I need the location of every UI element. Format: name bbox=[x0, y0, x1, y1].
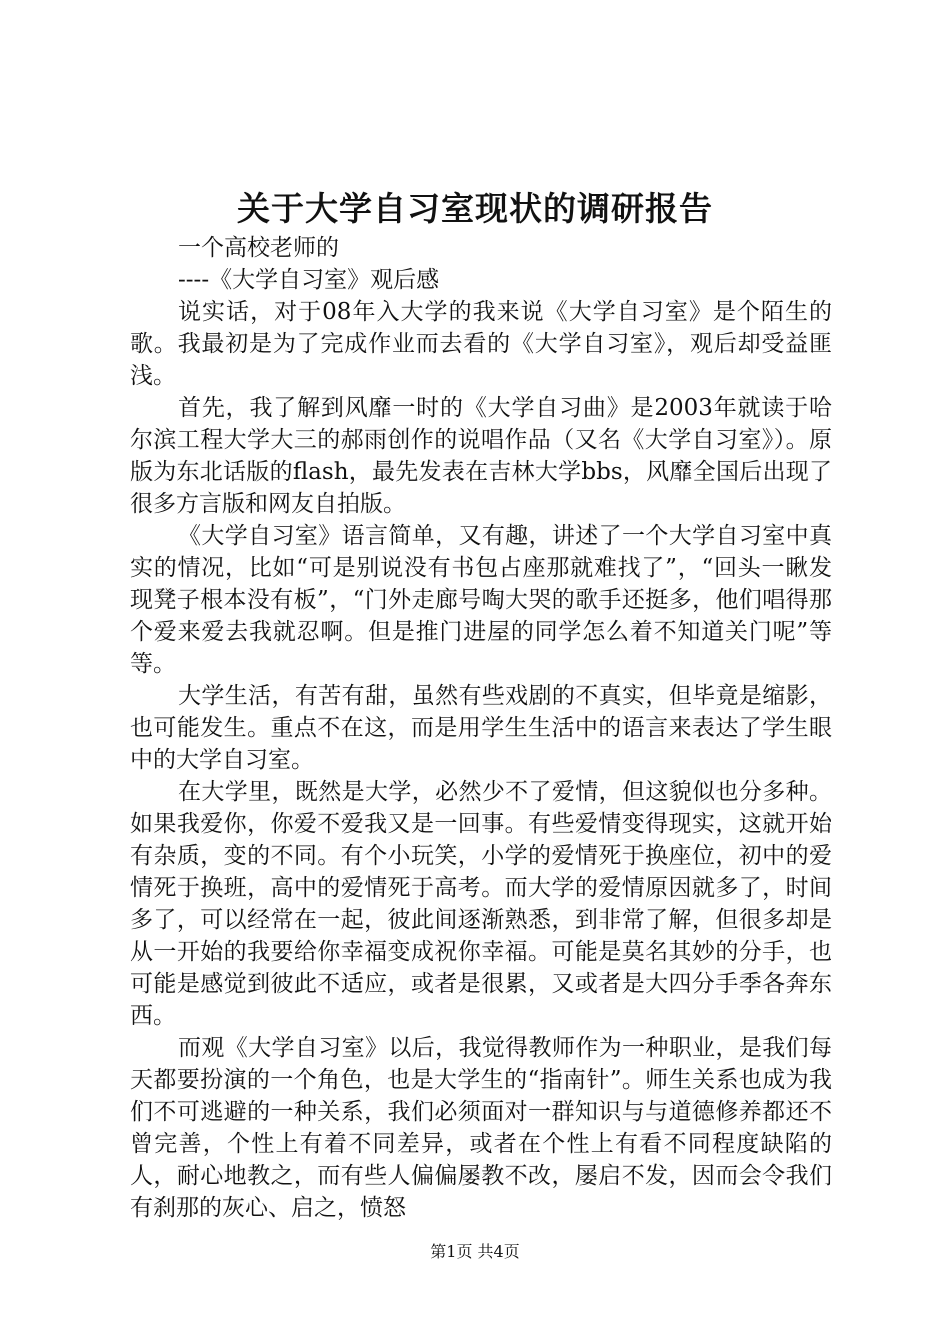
paragraph-4: 大学生活，有苦有甜，虽然有些戏剧的不真实，但毕竟是缩影，也可能发生。重点不在这，而是用学生生活中的语言来表达了学生眼中的大学自习室。 bbox=[130, 683, 832, 773]
paragraph-1: 说实话，对于08年入大学的我来说《大学自习室》是个陌生的歌。我最初是为了完成作业而去看的《大学自习室》，观后却受益匪浅。 bbox=[130, 299, 832, 389]
document-title: 关于大学自习室现状的调研报告 bbox=[237, 189, 713, 228]
page-footer: 第1页 共4页 bbox=[430, 1242, 520, 1261]
subtitle-line-2: ----《大学自习室》观后感 bbox=[178, 267, 440, 293]
paragraph-3: 《大学自习室》语言简单，又有趣，讲述了一个大学自习室中真实的情况，比如“可是别说没有书包占座那就难找了”，“回头一瞅发现凳子根本没有板”，“门外走廊号啕大哭的歌手还挺多，他们唱得那个爱来爱去我就忍啊。但是推门进屋的同学怎么着不知道关门呢”等等。 bbox=[130, 523, 832, 677]
paragraph-6: 而观《大学自习室》以后，我觉得教师作为一种职业，是我们每天都要扮演的一个角色，也是大学生的“指南针”。师生关系也成为我们不可逃避的一种关系，我们必须面对一群知识与与道德修养都还不曾完善，个性上有着不同差异，或者在个性上有看不同程度缺陷的人，耐心地教之，而有些人偏偏屡教不改，屡启不发，因而会令我们有刹那的灰心、启之，愤怒 bbox=[130, 1035, 832, 1221]
paragraph-5: 在大学里，既然是大学，必然少不了爱情，但这貌似也分多种。如果我爱你，你爱不爱我又是一回事。有些爱情变得现实，这就开始有杂质，变的不同。有个小玩笑，小学的爱情死于换座位，初中的爱情死于换班，高中的爱情死于高考。而大学的爱情原因就多了，时间多了，可以经常在一起，彼此间逐渐熟悉，到非常了解，但很多却是从一开始的我要给你幸福变成祝你幸福。可能是莫名其妙的分手，也可能是感觉到彼此不适应，或者是很累，又或者是大四分手季各奔东西。 bbox=[130, 779, 832, 1029]
paragraph-2: 首先，我了解到风靡一时的《大学自习曲》是2003年就读于哈尔滨工程大学大三的郝雨创作的说唱作品（又名《大学自习室》）。原版为东北话版的flash，最先发表在吉林大学bbs，风靡全国后出现了很多方言版和网友自拍版。 bbox=[130, 395, 832, 517]
subtitle-line-1: 一个高校老师的 bbox=[178, 235, 339, 261]
document-body bbox=[130, 232, 832, 1224]
